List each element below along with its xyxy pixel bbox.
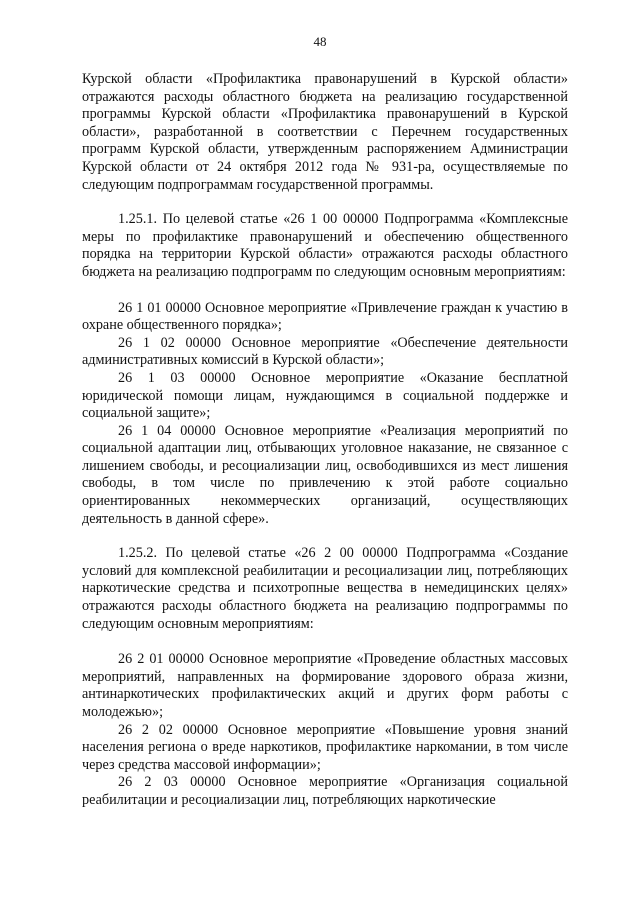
document-body (82, 71, 568, 810)
section-1-item: 26 1 01 00000 Основное мероприятие «Привлечение граждан к участию в охране общественного порядка»; (82, 299, 568, 334)
spacer (82, 194, 568, 211)
section-1-item: 26 1 02 00000 Основное мероприятие «Обеспечение деятельности административных комиссий в Курской области»; (82, 334, 568, 369)
spacer (82, 528, 568, 545)
section-2-item: 26 2 02 00000 Основное мероприятие «Повышение уровня знаний населения региона о вреде наркотиков, профилактике наркомании, в том числе через средства массовой информации»; (82, 721, 568, 773)
section-1-item: 26 1 04 00000 Основное мероприятие «Реализация мероприятий по социальной адаптации лиц, отбывающих уголовное наказание, не связанное с лишением свободы, и ресоциализации лиц, освободившихся из мест лишения свободы, в том числе по привлечению к этой работе социально ориентированных некоммерческих организаций, осуществляющих деятельность в данной сфере». (82, 422, 568, 527)
page-number: 48 (313, 34, 327, 49)
section-2-item: 26 2 01 00000 Основное мероприятие «Проведение областных массовых мероприятий, направленных на формирование здорового образа жизни, антинаркотических профилактических акций и других форм работы с молодежью»; (82, 651, 568, 720)
spacer (82, 633, 568, 651)
section-1-item: 26 1 03 00000 Основное мероприятие «Оказание бесплатной юридической помощи лицам, нуждающимся в социальной поддержке и социальной защите»; (82, 369, 568, 422)
section-2-item: 26 2 03 00000 Основное мероприятие «Организация социальной реабилитации и ресоциализации лиц, потребляющих наркотические (82, 774, 568, 808)
section-1-heading-paragraph: 1.25.1. По целевой статье «26 1 00 00000 Подпрограмма «Комплексные меры по профилактике правонарушений и обеспечению общественного порядка на территории Курской области» отражаются расходы областного бюджета на реализацию подпрограмм по следующим основным мероприятиям: (82, 211, 568, 280)
section-2-heading-paragraph: 1.25.2. По целевой статье «26 2 00 00000 Подпрограмма «Создание условий для комплексной реабилитации и ресоциализации лиц, потребляющих наркотические средства и психотропные вещества в немедицинских целях» отражаются расходы областного бюджета на реализацию подпрограммы по следующим основным мероприятиям: (82, 545, 568, 632)
spacer (82, 282, 568, 300)
intro-paragraph: Курской области «Профилактика правонарушений в Курской области» отражаются расходы областного бюджета на реализацию государственной программы Курской области «Профилактика правонарушений в Курской области», разработанной в соответствии с Перечнем государственных программ Курской области, утвержденным распоряжением Администрации Курской области от 24 октября 2012 года № 931-ра, осуществляемые по следующим подпрограммам государственной программы. (82, 71, 568, 193)
